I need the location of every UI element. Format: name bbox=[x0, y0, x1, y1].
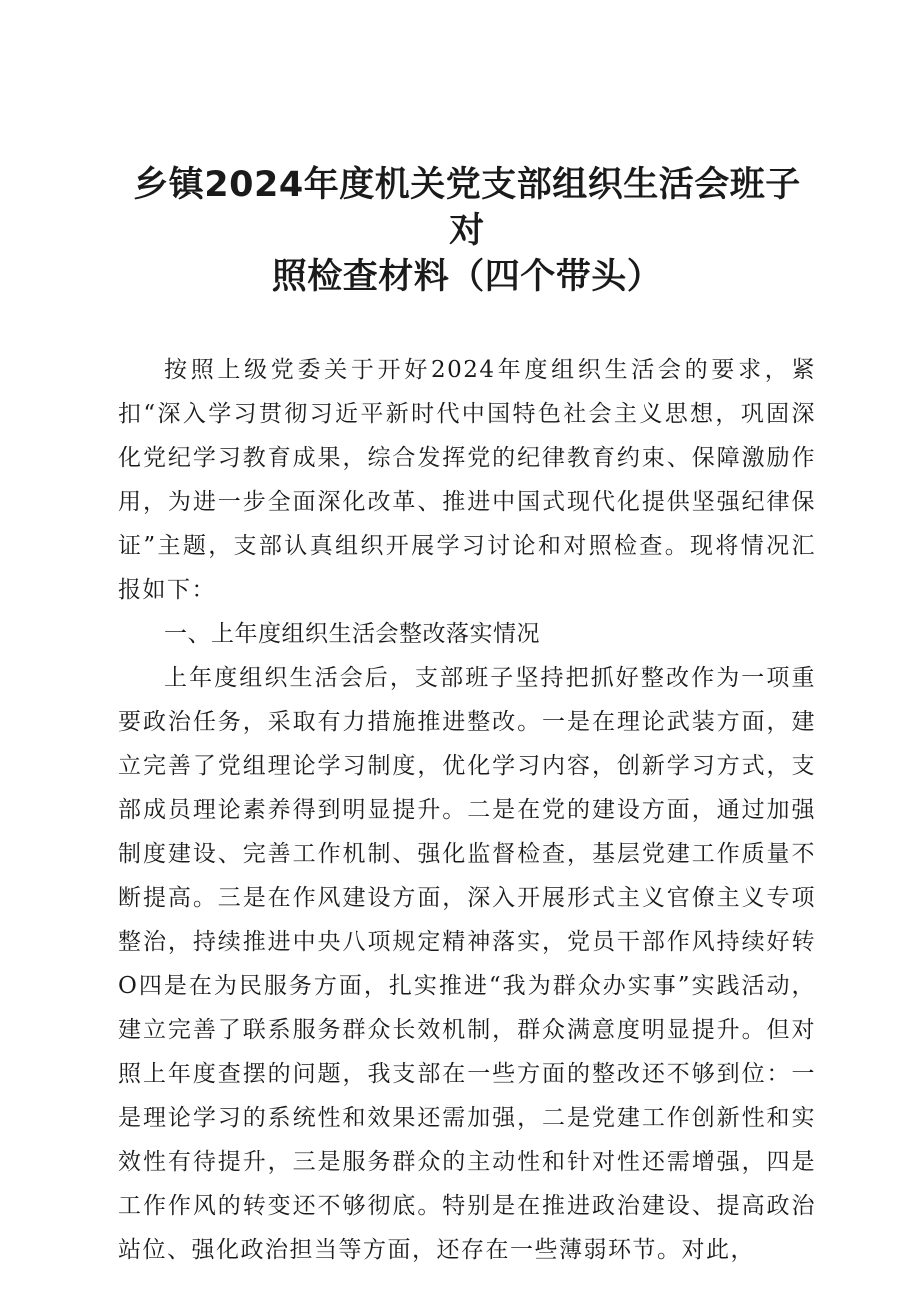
section-heading-1: 一、上年度组织生活会整改落实情况 bbox=[164, 621, 540, 647]
title-line-1: 乡镇2024年度机关党支部组织生活会班子对 bbox=[133, 165, 801, 251]
title-line-2: 照检查材料（四个带头） bbox=[271, 257, 663, 297]
intro-paragraph: 按照上级党委关于开好2024年度组织生活会的要求，紧扣“深入学习贯彻习近平新时代中国特色社会主义思想，巩固深化党纪学习教育成果，综合发挥党的纪律教育约束、保障激励作用，为进一步全面深化改革、推进中国式现代化提供坚强纪律保证”主题，支部认真组织开展学习讨论和对照检查。现将情况汇报如下： bbox=[118, 357, 816, 603]
section-1-paragraph: 上年度组织生活会后，支部班子坚持把抓好整改作为一项重要政治任务，采取有力措施推进整改。一是在理论武装方面，建立完善了党组理论学习制度，优化学习内容，创新学习方式，支部成员理论素养得到明显提升。二是在党的建设方面，通过加强制度建设、完善工作机制、强化监督检查，基层党建工作质量不断提高。三是在作风建设方面，深入开展形式主义官僚主义专项整治，持续推进中央八项规定精神落实，党员干部作风持续好转O四是在为民服务方面，扎实推进“我为群众办实事”实践活动，建立完善了联系服务群众长效机制，群众满意度明显提升。但对照上年度查摆的问题，我支部在一些方面的整改还不够到位：一是理论学习的系统性和效果还需加强，二是党建工作创新性和实效性有待提升，三是服务群众的主动性和针对性还需增强，四是工作作风的转变还不够彻底。特别是在推进政治建设、提高政治站位、强化政治担当等方面，还存在一些薄弱环节。对此， bbox=[118, 665, 816, 1263]
document-title bbox=[118, 162, 816, 300]
